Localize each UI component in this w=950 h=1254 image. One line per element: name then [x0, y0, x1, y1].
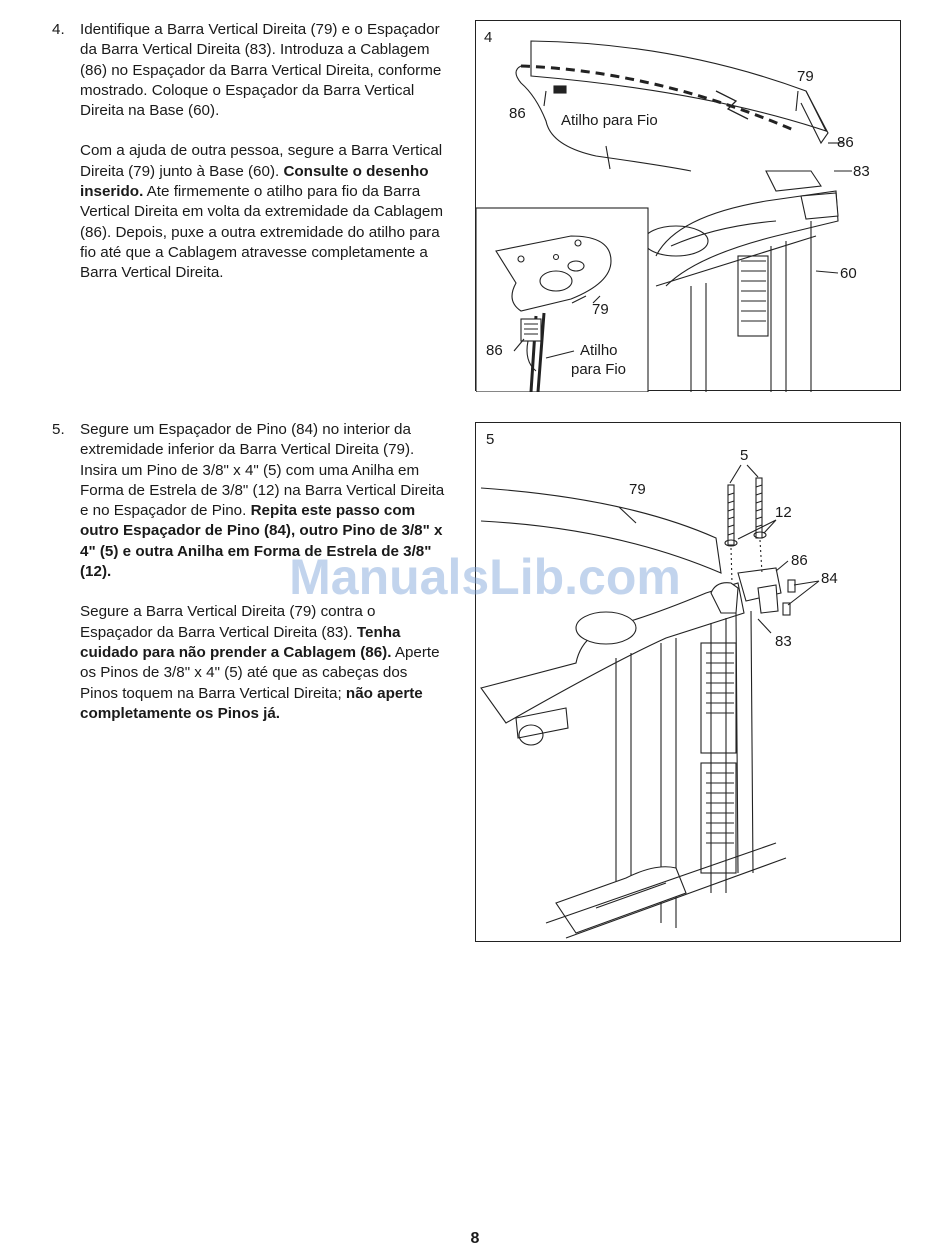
part-86-label: 86 [837, 134, 854, 151]
instruction-text: Identifique a Barra Vertical Direita (79) e o Espaçador da Barra Vertical Direita (83). Introduza a Cablagem (86) no Espaçador da Barra Vertical Direita, conforme mostrado. Coloque o Espaçador da Barra Vertical Direita na Base (60). [80, 21, 442, 120]
step-5-instructions [52, 420, 447, 744]
part-84-label: 84 [821, 570, 838, 587]
instruction-text: Segure a Barra Vertical Direita (79) contra o Espaçador da Barra Vertical Direita (83). [80, 603, 376, 641]
inset-wire-tie-label-line2: para Fio [571, 361, 627, 378]
instruction-paragraph [80, 141, 447, 283]
step-body [80, 20, 447, 284]
instruction-text: Ate firmemente o atilho para fio da Barra Vertical Direita em volta da extremidade da Cablagem (86). Depois, puxe a outra extremidade do atilho para fio até que a Cablagem atravesse completamente a Barra Vertical Direita. [80, 183, 443, 282]
figure-4-drawing [476, 21, 902, 392]
part-60-label: 60 [840, 265, 857, 282]
step-number: 4. [52, 21, 65, 38]
part-5-label: 5 [740, 447, 749, 464]
part-86-label: 86 [509, 105, 526, 122]
figure-step-4 [475, 20, 901, 391]
part-79-label: 79 [629, 481, 646, 498]
emphasis-text: Repita este passo com outro Espaçador de Pino (84), outro Pino de 3/8" x 4" (5) e outra Anilha em Forma de Estrela de 3/8" (12). [80, 502, 443, 581]
watermark: ManualsLib.com [289, 549, 681, 605]
step-4-instructions [52, 20, 447, 304]
figure-5-drawing [476, 423, 902, 943]
emphasis-text: Consulte o desenho inserido. [80, 162, 429, 201]
wire-tie-label: Atilho para Fio [561, 112, 658, 129]
instruction-text: Com a ajuda de outra pessoa, segure a Barra Vertical Direita (79) junto à Base (60). [80, 142, 443, 180]
instruction-paragraph [80, 602, 447, 724]
instruction-text: Segure um Espaçador de Pino (84) no interior da extremidade inferior da Barra Vertical Direita (79). Insira um Pino de 3/8" x 4" (5) com uma Anilha em Forma de Estrela de 3/8" (12) na Barra Vertical Direita e no Espaçador de Pino. [80, 421, 445, 520]
part-12-label: 12 [775, 504, 792, 521]
inset-wire-tie-label-line1: Atilho [580, 342, 618, 359]
part-83-label: 83 [775, 633, 792, 650]
inset-part-79-label: 79 [592, 301, 609, 318]
figure-4-step-label: 4 [484, 29, 493, 46]
inset-part-86-label: 86 [486, 342, 503, 359]
instruction-paragraph [80, 420, 447, 582]
figure-5-step-label: 5 [486, 431, 495, 448]
figure-step-5 [475, 422, 901, 942]
instruction-text: Aperte os Pinos de 3/8" x 4" (5) até que as cabeças dos Pinos toquem na Barra Vertical Direita; [80, 643, 440, 702]
step-body [80, 420, 447, 724]
emphasis-text: Tenha cuidado para não prender a Cablagem (86). [80, 623, 401, 661]
emphasis-text: não aperte completamente os Pinos já. [80, 684, 423, 722]
part-79-label: 79 [797, 68, 814, 85]
part-83-label: 83 [853, 163, 870, 180]
instruction-paragraph [80, 20, 447, 121]
part-86-label: 86 [791, 552, 808, 569]
step-number: 5. [52, 421, 65, 438]
page-number: 8 [470, 1230, 480, 1247]
